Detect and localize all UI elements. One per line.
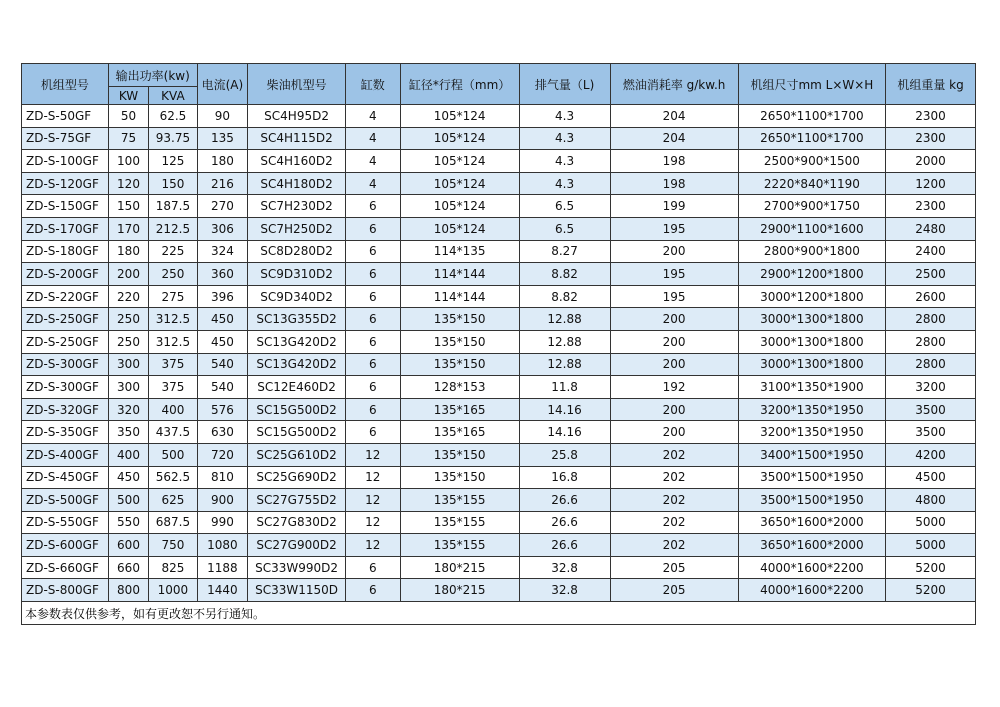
cell-kva: 625 — [149, 489, 197, 512]
cell-fuel: 198 — [610, 172, 738, 195]
header-bore-stroke: 缸径*行程（mm） — [400, 64, 519, 105]
cell-model: ZD-S-250GF — [22, 330, 109, 353]
cell-kva: 375 — [149, 353, 197, 376]
cell-displacement: 6.5 — [519, 195, 610, 218]
cell-dimensions: 3650*1600*2000 — [738, 534, 885, 557]
cell-dimensions: 3000*1300*1800 — [738, 330, 885, 353]
header-output-power: 输出功率(kw) — [108, 64, 197, 87]
cell-current: 1188 — [197, 556, 247, 579]
cell-kva: 687.5 — [149, 511, 197, 534]
cell-displacement: 32.8 — [519, 579, 610, 602]
cell-current: 990 — [197, 511, 247, 534]
header-weight: 机组重量 kg — [886, 64, 976, 105]
cell-bore-stroke: 105*124 — [400, 217, 519, 240]
table-row — [22, 353, 976, 376]
cell-bore-stroke: 105*124 — [400, 172, 519, 195]
cell-model: ZD-S-150GF — [22, 195, 109, 218]
cell-fuel: 204 — [610, 105, 738, 128]
cell-dimensions: 3650*1600*2000 — [738, 511, 885, 534]
cell-fuel: 200 — [610, 353, 738, 376]
cell-current: 900 — [197, 489, 247, 512]
cell-dimensions: 3000*1300*1800 — [738, 308, 885, 331]
cell-current: 324 — [197, 240, 247, 263]
cell-model: ZD-S-450GF — [22, 466, 109, 489]
cell-engine: SC13G420D2 — [248, 353, 346, 376]
table-row — [22, 127, 976, 150]
cell-bore-stroke: 135*155 — [400, 534, 519, 557]
cell-dimensions: 2800*900*1800 — [738, 240, 885, 263]
cell-kw: 550 — [108, 511, 148, 534]
cell-kw: 300 — [108, 353, 148, 376]
cell-model: ZD-S-320GF — [22, 398, 109, 421]
cell-current: 540 — [197, 376, 247, 399]
cell-bore-stroke: 114*135 — [400, 240, 519, 263]
cell-current: 360 — [197, 263, 247, 286]
cell-kw: 350 — [108, 421, 148, 444]
cell-kva: 312.5 — [149, 308, 197, 331]
cell-model: ZD-S-800GF — [22, 579, 109, 602]
cell-current: 1440 — [197, 579, 247, 602]
cell-bore-stroke: 135*150 — [400, 353, 519, 376]
cell-cylinders: 6 — [346, 398, 401, 421]
cell-dimensions: 3000*1300*1800 — [738, 353, 885, 376]
table-row — [22, 308, 976, 331]
cell-engine: SC4H95D2 — [248, 105, 346, 128]
cell-cylinders: 4 — [346, 150, 401, 173]
cell-fuel: 200 — [610, 421, 738, 444]
cell-engine: SC25G610D2 — [248, 443, 346, 466]
cell-engine: SC8D280D2 — [248, 240, 346, 263]
table-row — [22, 443, 976, 466]
cell-weight: 5200 — [886, 556, 976, 579]
cell-kw: 180 — [108, 240, 148, 263]
cell-kva: 500 — [149, 443, 197, 466]
cell-current: 216 — [197, 172, 247, 195]
cell-kva: 275 — [149, 285, 197, 308]
table-row — [22, 421, 976, 444]
cell-cylinders: 6 — [346, 376, 401, 399]
cell-cylinders: 12 — [346, 534, 401, 557]
cell-weight: 2800 — [886, 330, 976, 353]
cell-kva: 562.5 — [149, 466, 197, 489]
cell-model: ZD-S-350GF — [22, 421, 109, 444]
cell-bore-stroke: 135*165 — [400, 398, 519, 421]
cell-model: ZD-S-660GF — [22, 556, 109, 579]
cell-fuel: 202 — [610, 534, 738, 557]
cell-engine: SC9D310D2 — [248, 263, 346, 286]
cell-displacement: 26.6 — [519, 511, 610, 534]
cell-model: ZD-S-300GF — [22, 376, 109, 399]
cell-weight: 4500 — [886, 466, 976, 489]
cell-weight: 2600 — [886, 285, 976, 308]
cell-bore-stroke: 105*124 — [400, 150, 519, 173]
cell-displacement: 12.88 — [519, 353, 610, 376]
cell-displacement: 16.8 — [519, 466, 610, 489]
cell-engine: SC7H230D2 — [248, 195, 346, 218]
cell-weight: 4800 — [886, 489, 976, 512]
spec-table — [21, 63, 976, 625]
cell-kw: 150 — [108, 195, 148, 218]
cell-kva: 312.5 — [149, 330, 197, 353]
cell-fuel: 199 — [610, 195, 738, 218]
cell-kw: 170 — [108, 217, 148, 240]
table-row — [22, 330, 976, 353]
cell-kw: 800 — [108, 579, 148, 602]
cell-model: ZD-S-200GF — [22, 263, 109, 286]
cell-kva: 437.5 — [149, 421, 197, 444]
cell-model: ZD-S-120GF — [22, 172, 109, 195]
header-fuel: 燃油消耗率 g/kw.h — [610, 64, 738, 105]
cell-cylinders: 6 — [346, 330, 401, 353]
cell-weight: 2500 — [886, 263, 976, 286]
cell-kva: 187.5 — [149, 195, 197, 218]
cell-dimensions: 2700*900*1750 — [738, 195, 885, 218]
cell-kw: 220 — [108, 285, 148, 308]
cell-kw: 200 — [108, 263, 148, 286]
header-engine: 柴油机型号 — [248, 64, 346, 105]
cell-bore-stroke: 135*155 — [400, 511, 519, 534]
cell-dimensions: 3500*1500*1950 — [738, 489, 885, 512]
cell-bore-stroke: 135*150 — [400, 330, 519, 353]
cell-model: ZD-S-500GF — [22, 489, 109, 512]
cell-current: 306 — [197, 217, 247, 240]
footnote: 本参数表仅供参考，如有更改恕不另行通知。 — [22, 602, 976, 625]
cell-kva: 62.5 — [149, 105, 197, 128]
cell-kva: 375 — [149, 376, 197, 399]
cell-dimensions: 4000*1600*2200 — [738, 556, 885, 579]
cell-displacement: 4.3 — [519, 150, 610, 173]
cell-dimensions: 3100*1350*1900 — [738, 376, 885, 399]
cell-current: 90 — [197, 105, 247, 128]
table-row — [22, 195, 976, 218]
table-row — [22, 466, 976, 489]
cell-dimensions: 2500*900*1500 — [738, 150, 885, 173]
cell-fuel: 200 — [610, 240, 738, 263]
cell-engine: SC4H180D2 — [248, 172, 346, 195]
cell-bore-stroke: 105*124 — [400, 105, 519, 128]
cell-fuel: 205 — [610, 556, 738, 579]
cell-kw: 600 — [108, 534, 148, 557]
cell-displacement: 4.3 — [519, 172, 610, 195]
cell-kva: 400 — [149, 398, 197, 421]
cell-kw: 320 — [108, 398, 148, 421]
cell-engine: SC33W990D2 — [248, 556, 346, 579]
cell-weight: 2800 — [886, 353, 976, 376]
cell-kw: 250 — [108, 308, 148, 331]
cell-cylinders: 6 — [346, 353, 401, 376]
cell-displacement: 14.16 — [519, 421, 610, 444]
cell-engine: SC12E460D2 — [248, 376, 346, 399]
cell-model: ZD-S-180GF — [22, 240, 109, 263]
cell-fuel: 202 — [610, 511, 738, 534]
cell-weight: 2480 — [886, 217, 976, 240]
cell-fuel: 195 — [610, 217, 738, 240]
cell-fuel: 200 — [610, 330, 738, 353]
cell-cylinders: 12 — [346, 511, 401, 534]
cell-dimensions: 2220*840*1190 — [738, 172, 885, 195]
cell-kw: 500 — [108, 489, 148, 512]
cell-engine: SC7H250D2 — [248, 217, 346, 240]
cell-dimensions: 2650*1100*1700 — [738, 105, 885, 128]
table-row — [22, 398, 976, 421]
cell-model: ZD-S-400GF — [22, 443, 109, 466]
cell-engine: SC15G500D2 — [248, 421, 346, 444]
cell-cylinders: 12 — [346, 489, 401, 512]
cell-fuel: 202 — [610, 489, 738, 512]
cell-weight: 4200 — [886, 443, 976, 466]
cell-kva: 1000 — [149, 579, 197, 602]
cell-displacement: 12.88 — [519, 330, 610, 353]
cell-dimensions: 3500*1500*1950 — [738, 466, 885, 489]
cell-bore-stroke: 114*144 — [400, 285, 519, 308]
table-row — [22, 511, 976, 534]
header-model: 机组型号 — [22, 64, 109, 105]
cell-bore-stroke: 180*215 — [400, 579, 519, 602]
cell-kva: 750 — [149, 534, 197, 557]
cell-model: ZD-S-250GF — [22, 308, 109, 331]
cell-bore-stroke: 105*124 — [400, 127, 519, 150]
cell-cylinders: 4 — [346, 172, 401, 195]
cell-dimensions: 2650*1100*1700 — [738, 127, 885, 150]
table-row — [22, 285, 976, 308]
cell-bore-stroke: 105*124 — [400, 195, 519, 218]
cell-kw: 660 — [108, 556, 148, 579]
cell-engine: SC4H160D2 — [248, 150, 346, 173]
header-current: 电流(A) — [197, 64, 247, 105]
cell-engine: SC4H115D2 — [248, 127, 346, 150]
cell-bore-stroke: 135*150 — [400, 308, 519, 331]
header-kw: KW — [108, 87, 148, 105]
cell-weight: 5000 — [886, 511, 976, 534]
cell-engine: SC9D340D2 — [248, 285, 346, 308]
table-row — [22, 172, 976, 195]
cell-engine: SC15G500D2 — [248, 398, 346, 421]
cell-model: ZD-S-75GF — [22, 127, 109, 150]
cell-engine: SC27G755D2 — [248, 489, 346, 512]
cell-cylinders: 4 — [346, 127, 401, 150]
cell-weight: 2800 — [886, 308, 976, 331]
cell-bore-stroke: 135*165 — [400, 421, 519, 444]
cell-displacement: 8.82 — [519, 263, 610, 286]
table-row — [22, 263, 976, 286]
cell-engine: SC27G900D2 — [248, 534, 346, 557]
cell-kva: 93.75 — [149, 127, 197, 150]
cell-fuel: 198 — [610, 150, 738, 173]
cell-dimensions: 3000*1200*1800 — [738, 285, 885, 308]
cell-weight: 5200 — [886, 579, 976, 602]
cell-cylinders: 4 — [346, 105, 401, 128]
cell-weight: 2400 — [886, 240, 976, 263]
header-displacement: 排气量（L) — [519, 64, 610, 105]
cell-current: 270 — [197, 195, 247, 218]
cell-fuel: 192 — [610, 376, 738, 399]
cell-kva: 125 — [149, 150, 197, 173]
cell-dimensions: 2900*1100*1600 — [738, 217, 885, 240]
table-row — [22, 376, 976, 399]
cell-kva: 225 — [149, 240, 197, 263]
cell-current: 450 — [197, 308, 247, 331]
cell-displacement: 14.16 — [519, 398, 610, 421]
cell-kva: 250 — [149, 263, 197, 286]
cell-kw: 250 — [108, 330, 148, 353]
cell-dimensions: 2900*1200*1800 — [738, 263, 885, 286]
cell-cylinders: 6 — [346, 579, 401, 602]
cell-current: 1080 — [197, 534, 247, 557]
cell-kva: 212.5 — [149, 217, 197, 240]
header-dimensions: 机组尺寸mm L×W×H — [738, 64, 885, 105]
cell-weight: 2300 — [886, 127, 976, 150]
cell-cylinders: 12 — [346, 466, 401, 489]
cell-engine: SC13G420D2 — [248, 330, 346, 353]
cell-current: 180 — [197, 150, 247, 173]
cell-weight: 3500 — [886, 421, 976, 444]
cell-cylinders: 6 — [346, 217, 401, 240]
cell-fuel: 195 — [610, 263, 738, 286]
cell-current: 135 — [197, 127, 247, 150]
table-row — [22, 240, 976, 263]
cell-kw: 300 — [108, 376, 148, 399]
cell-current: 810 — [197, 466, 247, 489]
cell-weight: 1200 — [886, 172, 976, 195]
cell-cylinders: 6 — [346, 308, 401, 331]
cell-bore-stroke: 180*215 — [400, 556, 519, 579]
cell-model: ZD-S-100GF — [22, 150, 109, 173]
cell-current: 630 — [197, 421, 247, 444]
cell-dimensions: 3200*1350*1950 — [738, 421, 885, 444]
cell-kva: 150 — [149, 172, 197, 195]
cell-current: 576 — [197, 398, 247, 421]
cell-model: ZD-S-550GF — [22, 511, 109, 534]
cell-cylinders: 12 — [346, 443, 401, 466]
table-body — [22, 105, 976, 602]
table-row — [22, 579, 976, 602]
cell-engine: SC33W1150D — [248, 579, 346, 602]
cell-dimensions: 3200*1350*1950 — [738, 398, 885, 421]
cell-cylinders: 6 — [346, 195, 401, 218]
cell-fuel: 195 — [610, 285, 738, 308]
cell-kw: 400 — [108, 443, 148, 466]
cell-model: ZD-S-600GF — [22, 534, 109, 557]
cell-fuel: 205 — [610, 579, 738, 602]
cell-displacement: 4.3 — [519, 127, 610, 150]
cell-bore-stroke: 135*150 — [400, 466, 519, 489]
cell-kw: 100 — [108, 150, 148, 173]
cell-displacement: 8.82 — [519, 285, 610, 308]
cell-displacement: 32.8 — [519, 556, 610, 579]
cell-fuel: 202 — [610, 466, 738, 489]
cell-bore-stroke: 135*155 — [400, 489, 519, 512]
cell-kw: 75 — [108, 127, 148, 150]
cell-kw: 50 — [108, 105, 148, 128]
cell-engine: SC25G690D2 — [248, 466, 346, 489]
table-row — [22, 217, 976, 240]
cell-dimensions: 4000*1600*2200 — [738, 579, 885, 602]
cell-displacement: 12.88 — [519, 308, 610, 331]
cell-kw: 120 — [108, 172, 148, 195]
cell-displacement: 4.3 — [519, 105, 610, 128]
cell-weight: 3200 — [886, 376, 976, 399]
table-row — [22, 534, 976, 557]
cell-displacement: 6.5 — [519, 217, 610, 240]
cell-model: ZD-S-50GF — [22, 105, 109, 128]
cell-fuel: 202 — [610, 443, 738, 466]
cell-displacement: 8.27 — [519, 240, 610, 263]
header-cylinders: 缸数 — [346, 64, 401, 105]
cell-weight: 2300 — [886, 105, 976, 128]
cell-fuel: 204 — [610, 127, 738, 150]
cell-model: ZD-S-300GF — [22, 353, 109, 376]
cell-model: ZD-S-170GF — [22, 217, 109, 240]
table-row — [22, 556, 976, 579]
table-row — [22, 105, 976, 128]
cell-kw: 450 — [108, 466, 148, 489]
cell-displacement: 26.6 — [519, 489, 610, 512]
cell-displacement: 11.8 — [519, 376, 610, 399]
cell-cylinders: 6 — [346, 263, 401, 286]
cell-bore-stroke: 128*153 — [400, 376, 519, 399]
cell-cylinders: 6 — [346, 421, 401, 444]
cell-fuel: 200 — [610, 308, 738, 331]
cell-cylinders: 6 — [346, 285, 401, 308]
cell-current: 396 — [197, 285, 247, 308]
cell-weight: 3500 — [886, 398, 976, 421]
cell-current: 720 — [197, 443, 247, 466]
cell-kva: 825 — [149, 556, 197, 579]
cell-bore-stroke: 135*150 — [400, 443, 519, 466]
cell-current: 540 — [197, 353, 247, 376]
cell-weight: 2300 — [886, 195, 976, 218]
cell-weight: 2000 — [886, 150, 976, 173]
cell-fuel: 200 — [610, 398, 738, 421]
table-row — [22, 150, 976, 173]
table-row — [22, 489, 976, 512]
cell-cylinders: 6 — [346, 556, 401, 579]
cell-dimensions: 3400*1500*1950 — [738, 443, 885, 466]
cell-model: ZD-S-220GF — [22, 285, 109, 308]
cell-engine: SC27G830D2 — [248, 511, 346, 534]
cell-bore-stroke: 114*144 — [400, 263, 519, 286]
cell-engine: SC13G355D2 — [248, 308, 346, 331]
cell-cylinders: 6 — [346, 240, 401, 263]
cell-displacement: 25.8 — [519, 443, 610, 466]
header-kva: KVA — [149, 87, 197, 105]
cell-weight: 5000 — [886, 534, 976, 557]
cell-displacement: 26.6 — [519, 534, 610, 557]
cell-current: 450 — [197, 330, 247, 353]
